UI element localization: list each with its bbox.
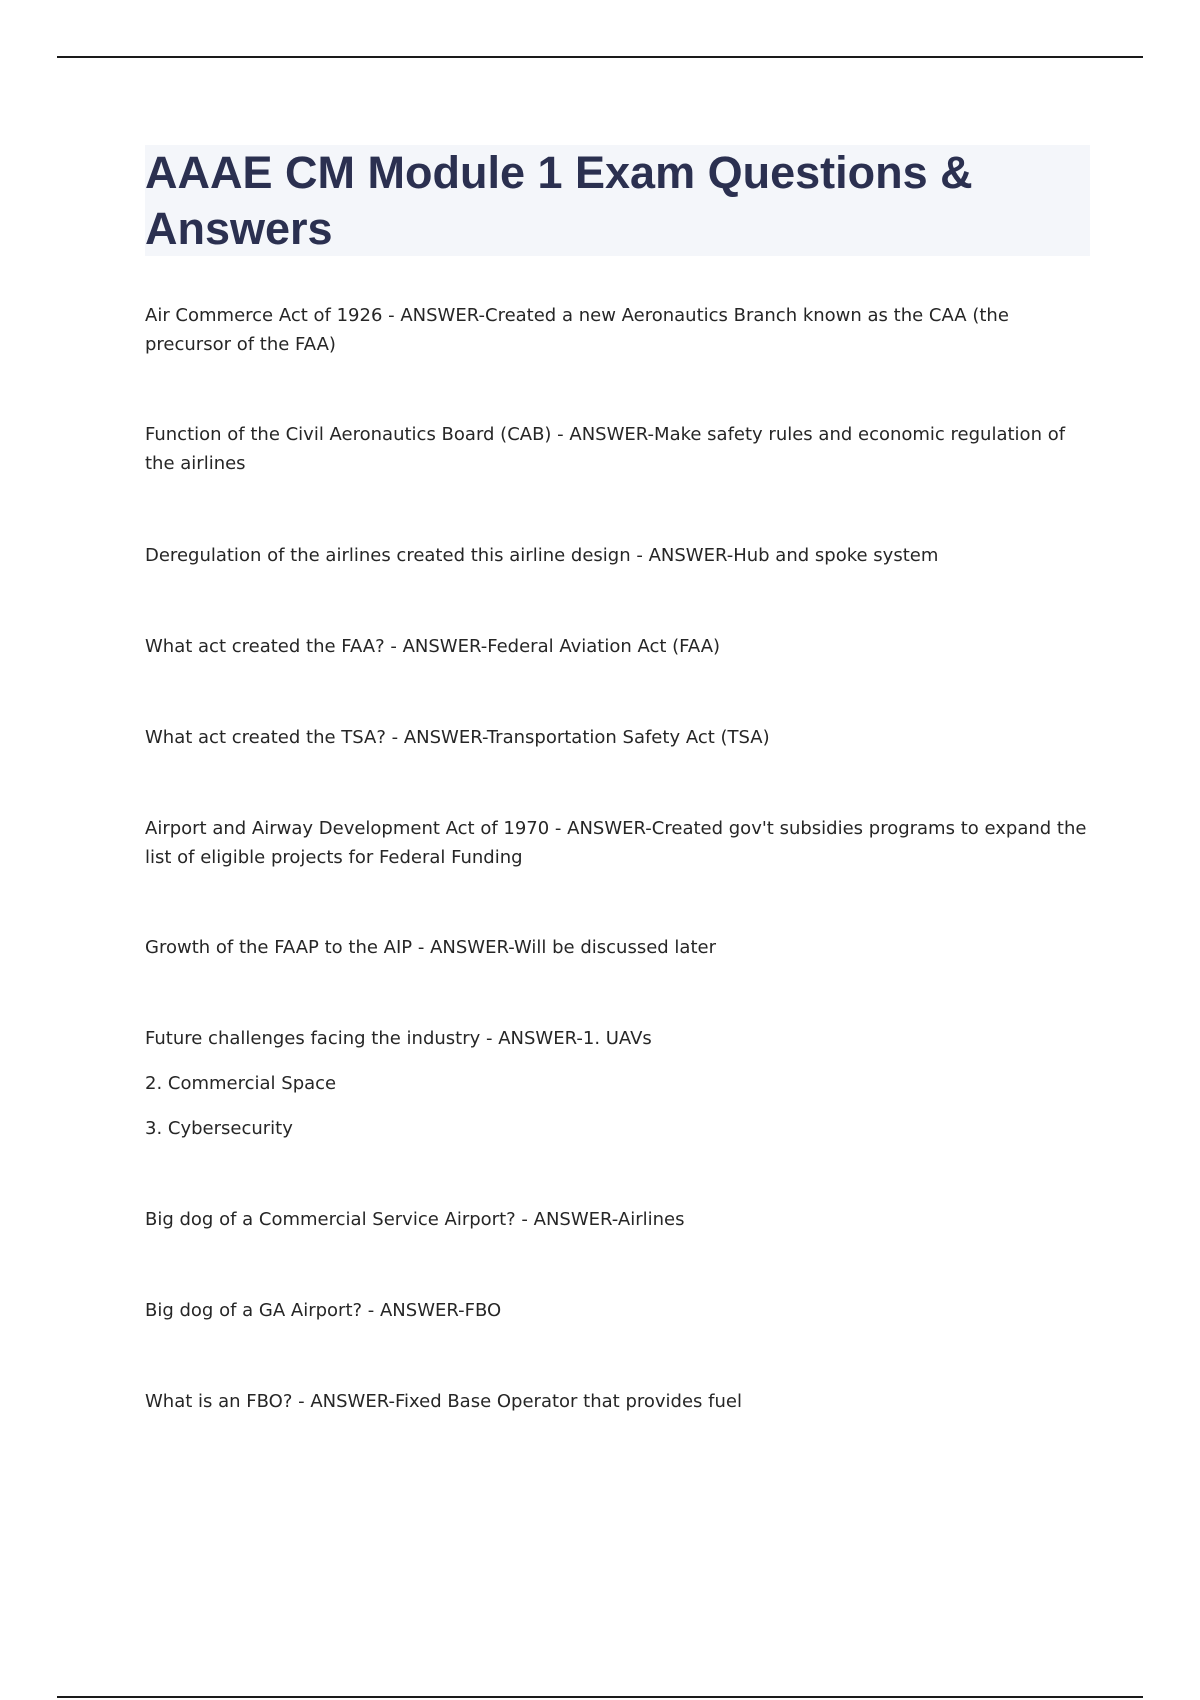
qa-item-10	[145, 1296, 1095, 1325]
qa-item-1	[145, 301, 1095, 359]
qa-item-9	[145, 1205, 1095, 1234]
qa-list-line: 3. Cybersecurity	[145, 1118, 293, 1139]
qa-text: Airport and Airway Development Act of 1970 - ANSWER-Created gov't subsidies programs to expand the list of eligible projects for Federal Funding	[145, 818, 1087, 868]
qa-list-line: 2. Commercial Space	[145, 1073, 337, 1094]
qa-item-3	[145, 541, 1095, 570]
qa-text: Big dog of a GA Airport? - ANSWER-FBO	[145, 1300, 502, 1321]
qa-item-4	[145, 632, 1095, 661]
qa-item-6	[145, 814, 1095, 872]
qa-text: What act created the TSA? - ANSWER-Transportation Safety Act (TSA)	[145, 727, 770, 748]
qa-item-7	[145, 933, 1095, 962]
qa-item-2	[145, 420, 1095, 478]
document-title: AAAE CM Module 1 Exam Questions & Answers	[145, 147, 973, 254]
bottom-rule	[57, 1696, 1143, 1698]
qa-text: Deregulation of the airlines created this airline design - ANSWER-Hub and spoke system	[145, 545, 939, 566]
qa-item-11	[145, 1387, 1095, 1416]
qa-text: Future challenges facing the industry - ANSWER-1. UAVs	[145, 1028, 652, 1049]
qa-item-8	[145, 1024, 1095, 1143]
top-rule	[57, 56, 1143, 58]
qa-text: Air Commerce Act of 1926 - ANSWER-Created a new Aeronautics Branch known as the CAA (the precursor of the FAA)	[145, 305, 1009, 355]
qa-item-5	[145, 723, 1095, 752]
qa-text: Growth of the FAAP to the AIP - ANSWER-Will be discussed later	[145, 937, 716, 958]
qa-text: Function of the Civil Aeronautics Board (CAB) - ANSWER-Make safety rules and economic regulation of the airlines	[145, 424, 1066, 474]
qa-text: What is an FBO? - ANSWER-Fixed Base Operator that provides fuel	[145, 1391, 742, 1412]
qa-text: Big dog of a Commercial Service Airport? - ANSWER-Airlines	[145, 1209, 685, 1230]
qa-text: What act created the FAA? - ANSWER-Federal Aviation Act (FAA)	[145, 636, 721, 657]
